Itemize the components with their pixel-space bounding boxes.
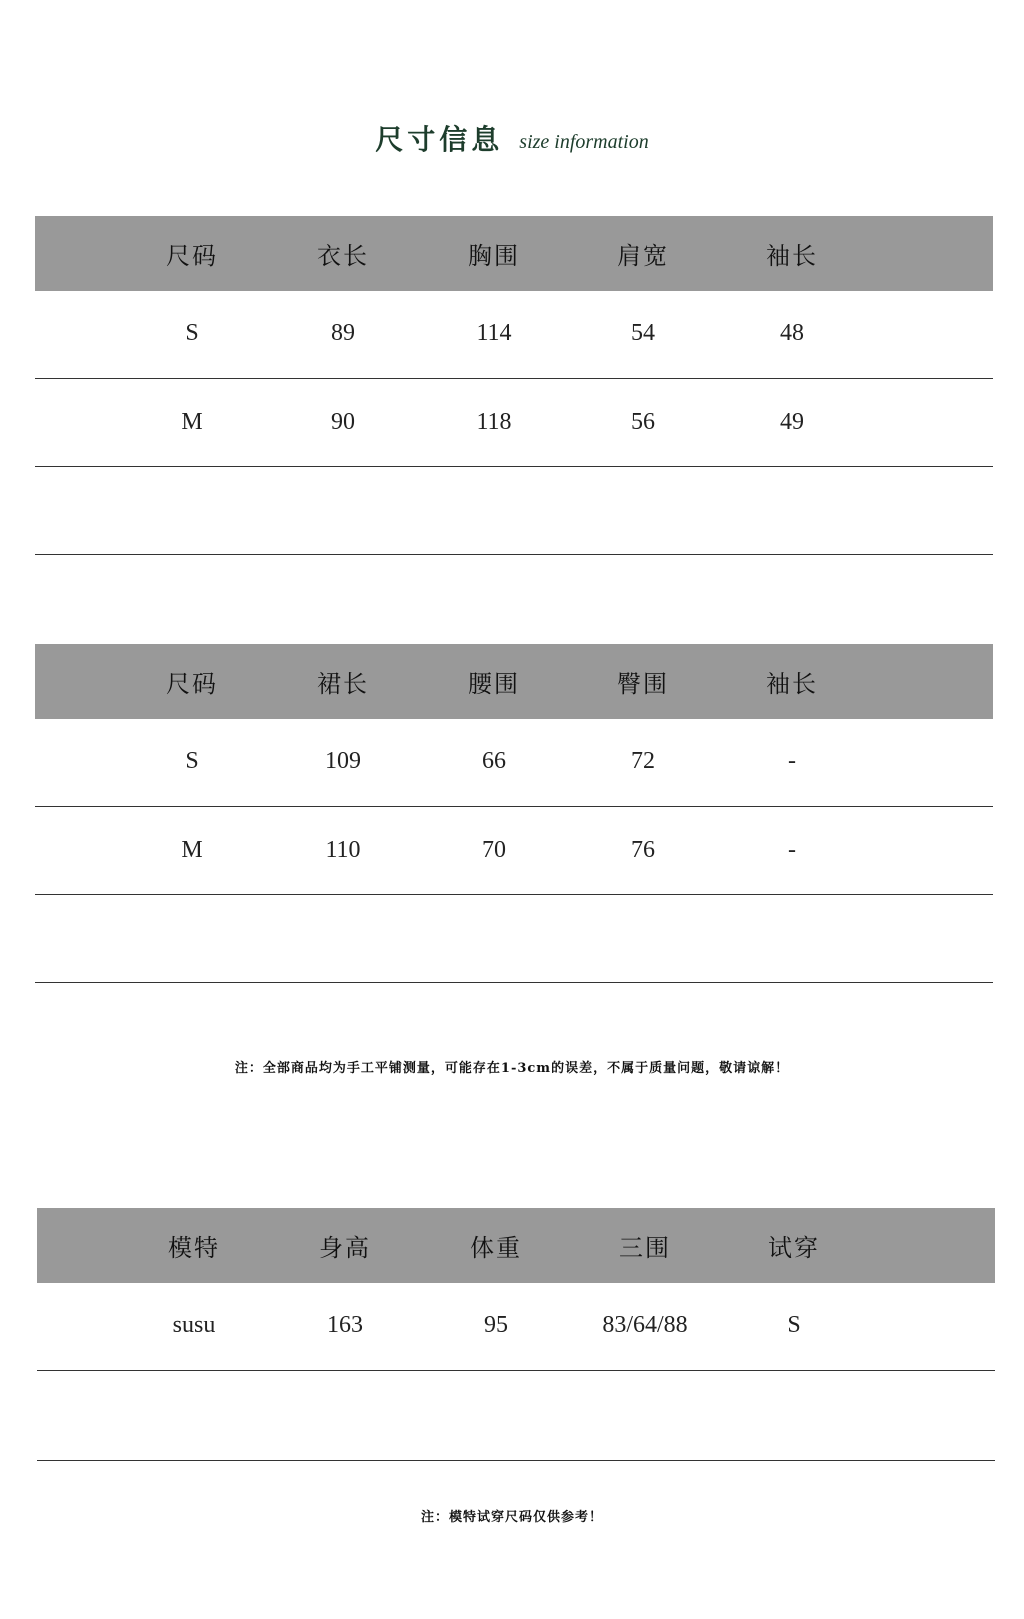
header-cell: 模特	[168, 1234, 220, 1262]
header-cell: 衣长	[317, 242, 369, 270]
table-cell: S	[787, 1312, 801, 1338]
table-cell: 109	[325, 748, 361, 774]
table-cell: 163	[327, 1312, 363, 1338]
header-cell: 体重	[470, 1234, 522, 1262]
table-cell: 56	[631, 409, 655, 435]
table-cell: susu	[172, 1312, 216, 1338]
header-cell: 肩宽	[617, 242, 669, 270]
table-cell: -	[788, 748, 796, 774]
table-cell: 66	[482, 748, 506, 774]
header-cell: 袖长	[766, 670, 818, 698]
table-row-empty	[35, 467, 993, 555]
header-cell: 试穿	[768, 1234, 820, 1262]
table-cell: 118	[476, 409, 512, 435]
table-cell: S	[185, 748, 199, 774]
model-table	[37, 1208, 995, 1461]
header-cell: 袖长	[766, 242, 818, 270]
table-cell: S	[185, 320, 199, 346]
table-cell: 89	[331, 320, 355, 346]
table-cell: 83/64/88	[602, 1312, 688, 1338]
table-cell: M	[181, 837, 203, 863]
table-cell: 110	[325, 837, 361, 863]
header-cell: 三围	[619, 1234, 671, 1262]
model-note: 注：模特试穿尺码仅供参考！	[420, 1510, 603, 1525]
table-cell: 90	[331, 409, 355, 435]
table-row	[37, 1281, 995, 1371]
table-row-empty	[35, 895, 993, 983]
size-table-bottom	[35, 644, 993, 983]
table-cell: -	[788, 837, 796, 863]
table-cell: 70	[482, 837, 506, 863]
table-row	[35, 289, 993, 379]
table-row-empty	[37, 1371, 995, 1461]
table-cell: 49	[780, 409, 804, 435]
title-english: size information	[519, 130, 649, 153]
header-cell: 尺码	[166, 670, 218, 698]
table-cell: 114	[476, 320, 512, 346]
header-cell: 腰围	[468, 670, 520, 698]
header-cell: 身高	[319, 1234, 371, 1262]
table-cell: 48	[780, 320, 804, 346]
title-chinese: 尺寸信息	[375, 123, 504, 156]
measurement-note: 注：全部商品均为手工平铺测量，可能存在1-3cm的误差，不属于质量问题，敬请谅解！	[234, 1061, 790, 1076]
header-cell: 胸围	[468, 242, 520, 270]
table-header	[35, 216, 993, 291]
table-cell: 72	[631, 748, 655, 774]
page-title	[0, 118, 1024, 158]
size-table-top	[35, 216, 993, 555]
table-row	[35, 379, 993, 467]
table-row	[35, 807, 993, 895]
header-cell: 臀围	[617, 670, 669, 698]
table-cell: 54	[631, 320, 655, 346]
header-cell: 裙长	[317, 670, 369, 698]
table-cell: 76	[631, 837, 655, 863]
table-cell: M	[181, 409, 203, 435]
table-row	[35, 717, 993, 807]
table-header	[37, 1208, 995, 1283]
table-cell: 95	[484, 1312, 508, 1338]
header-cell: 尺码	[166, 242, 218, 270]
table-header	[35, 644, 993, 719]
